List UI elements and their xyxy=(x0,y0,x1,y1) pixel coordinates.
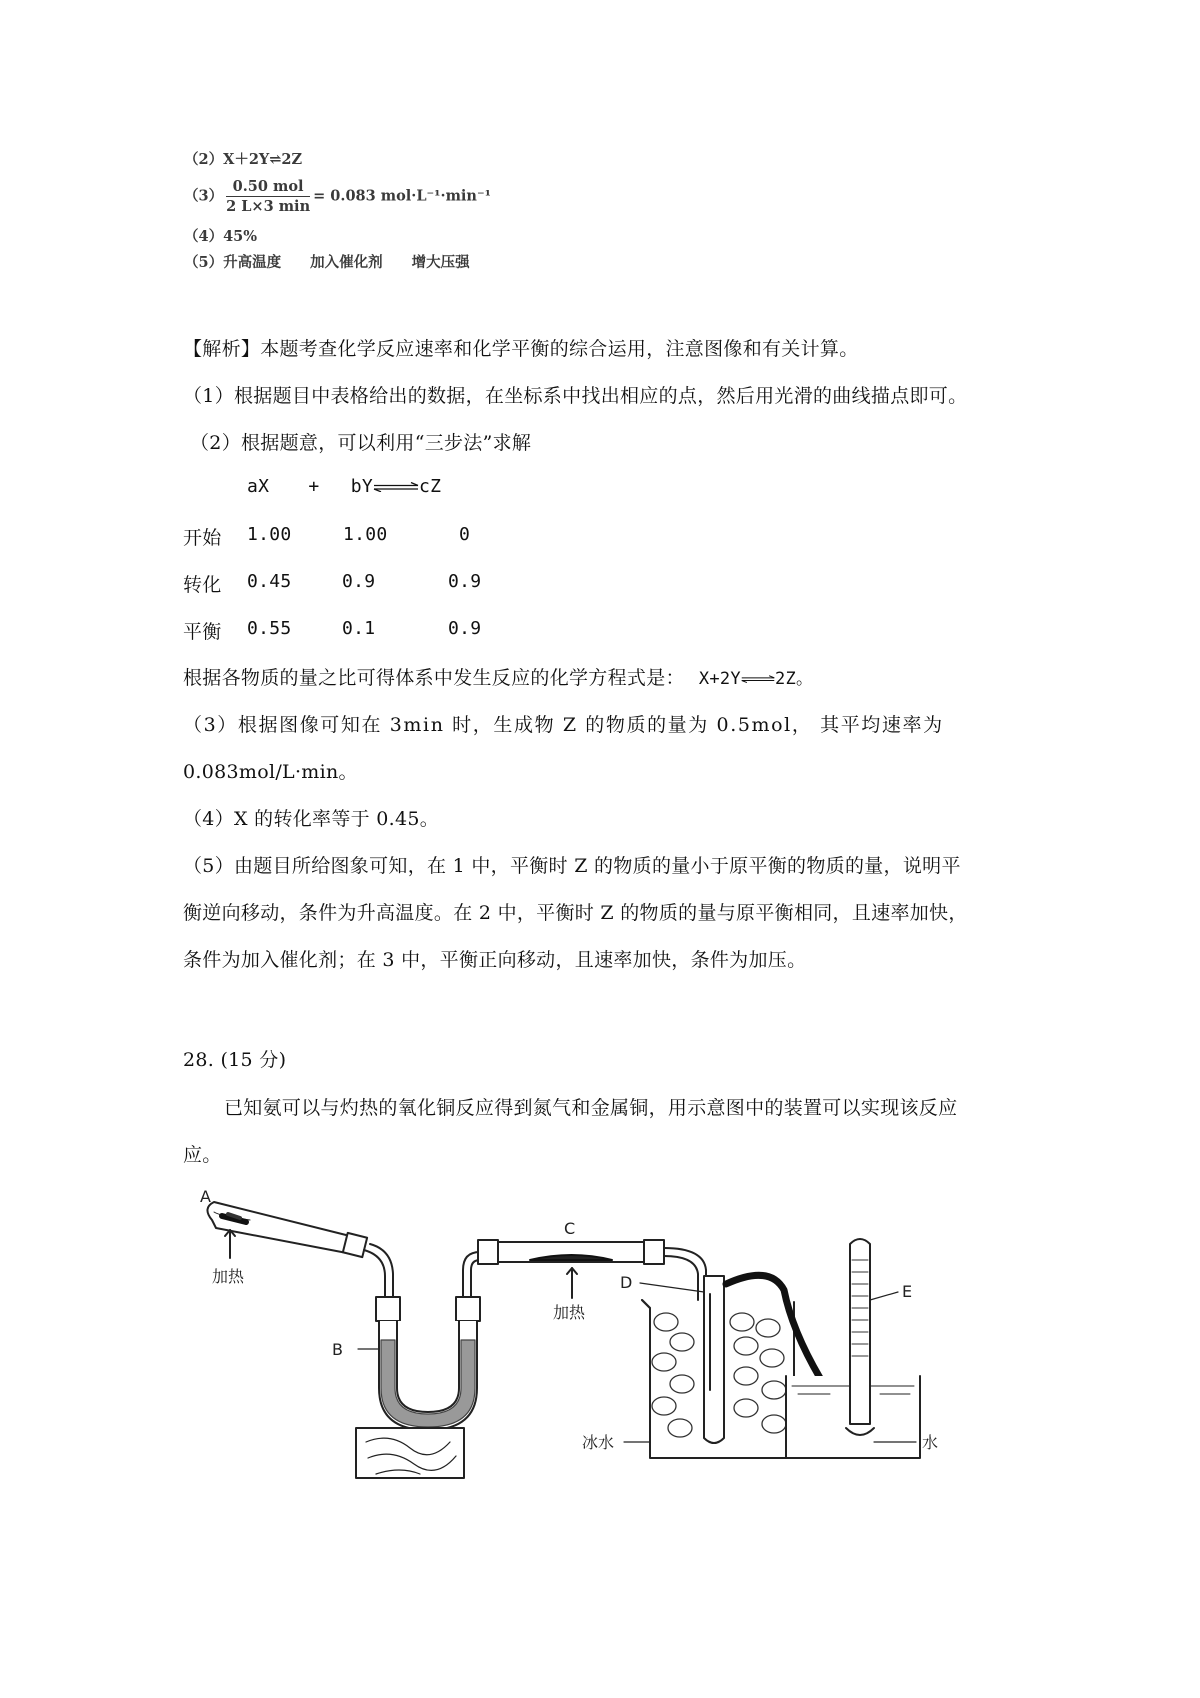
answer-5: （5）升高温度 加入催化剂 增大压强 xyxy=(184,254,470,271)
analysis-part-4: （4）X 的转化率等于 0.45。 xyxy=(183,808,440,830)
question-number: 28. (15 分) xyxy=(183,1049,287,1071)
row-equilibrium-label: 平衡 xyxy=(183,621,222,643)
analysis-heading: 【解析】 xyxy=(183,338,261,360)
eq-term-a: aX xyxy=(247,476,270,497)
row-convert xyxy=(183,570,222,597)
row-convert-label: 转化 xyxy=(183,574,222,596)
beaker-d xyxy=(642,1276,794,1458)
tube-a-to-b xyxy=(364,1250,385,1297)
label-d: D xyxy=(620,1273,633,1292)
answer-3-denominator: 2 L×3 min xyxy=(226,198,311,215)
tube-e xyxy=(846,1239,874,1435)
analysis-part-5-line1: （5）由题目所给图象可知，在 1 中，平衡时 Z 的物质的量小于原平衡的物质的量，说明平 xyxy=(183,855,961,877)
conclusion-eq-left: X+2Y xyxy=(698,669,741,689)
question-text-line1: 已知氨可以与灼热的氧化铜反应得到氮气和金属铜，用示意图中的装置可以实现该反应 xyxy=(224,1097,958,1119)
analysis-part-1: （1）根据题目中表格给出的数据，在坐标系中找出相应的点，然后用光滑的曲线描点即可。 xyxy=(183,385,968,407)
row-start xyxy=(183,523,222,550)
u-tube-b xyxy=(376,1297,480,1430)
label-e: E xyxy=(902,1282,913,1301)
eq-term-b: bY xyxy=(350,476,373,497)
label-c: C xyxy=(564,1219,576,1238)
tube-a xyxy=(207,1202,367,1257)
general-equation xyxy=(247,476,441,497)
conclusion-text: 根据各物质的量之比可得体系中发生反应的化学方程式是： xyxy=(183,667,685,689)
row-convert-x: 0.45 xyxy=(247,571,292,592)
answer-3-result: = 0.083 mol·L⁻¹·min⁻¹ xyxy=(313,187,491,205)
analysis-part-5-line2: 衡逆向移动，条件为升高温度。在 2 中，平衡时 Z 的物质的量与原平衡相同，且速率加快， xyxy=(183,902,968,924)
answer-3-fraction xyxy=(226,178,310,215)
row-equilibrium-x: 0.55 xyxy=(247,618,292,639)
tube-c xyxy=(478,1240,664,1264)
row-convert-z: 0.9 xyxy=(448,571,482,592)
row-start-label: 开始 xyxy=(183,527,222,549)
label-water: 水 xyxy=(922,1433,939,1452)
wood-block xyxy=(356,1428,464,1478)
analysis-intro xyxy=(183,334,859,361)
answer-4: （4）45% xyxy=(184,228,258,245)
analysis-part-5-line3: 条件为加入催化剂；在 3 中，平衡正向移动，且速率加快，条件为加压。 xyxy=(183,949,807,971)
answer-3-prefix: （3） xyxy=(184,187,224,205)
eq-term-c: cZ xyxy=(418,476,442,497)
label-b: B xyxy=(332,1340,343,1359)
row-start-x: 1.00 xyxy=(247,524,292,545)
row-equilibrium-y: 0.1 xyxy=(342,618,376,639)
label-ice-water: 冰水 xyxy=(582,1433,615,1452)
row-convert-y: 0.9 xyxy=(342,571,376,592)
eq-plus: + xyxy=(308,476,320,497)
answer-3 xyxy=(184,178,491,215)
analysis-part-3-line1: （3）根据图像可知在 3min 时，生成物 Z 的物质的量为 0.5mol， 其平均速率为 xyxy=(183,714,944,736)
row-start-y: 1.00 xyxy=(343,524,388,545)
leader-d xyxy=(640,1283,704,1292)
conclusion xyxy=(183,663,813,690)
apparatus-figure xyxy=(180,1180,1010,1480)
label-a: A xyxy=(200,1187,211,1206)
equilibrium-arrow-icon xyxy=(373,482,419,492)
label-heat-1: 加热 xyxy=(212,1267,245,1286)
label-heat-2: 加热 xyxy=(553,1303,586,1322)
row-equilibrium-z: 0.9 xyxy=(448,618,482,639)
answer-3-numerator: 0.50 mol xyxy=(226,178,310,197)
question-text-line2: 应。 xyxy=(183,1144,222,1166)
analysis-intro-text: 本题考查化学反应速率和化学平衡的综合运用，注意图像和有关计算。 xyxy=(260,338,859,360)
analysis-part-3-line2: 0.083mol/L·min。 xyxy=(183,761,358,783)
row-start-z: 0 xyxy=(459,524,471,545)
analysis-part-2: （2）根据题意，可以利用“三步法”求解 xyxy=(190,432,532,454)
conclusion-eq-right: 2Z。 xyxy=(774,669,814,689)
conclusion-arrow-icon xyxy=(741,674,775,684)
leader-e xyxy=(870,1292,898,1300)
row-equilibrium xyxy=(183,617,222,644)
answer-2: （2）X＋2Y⇌2Z xyxy=(184,151,303,168)
